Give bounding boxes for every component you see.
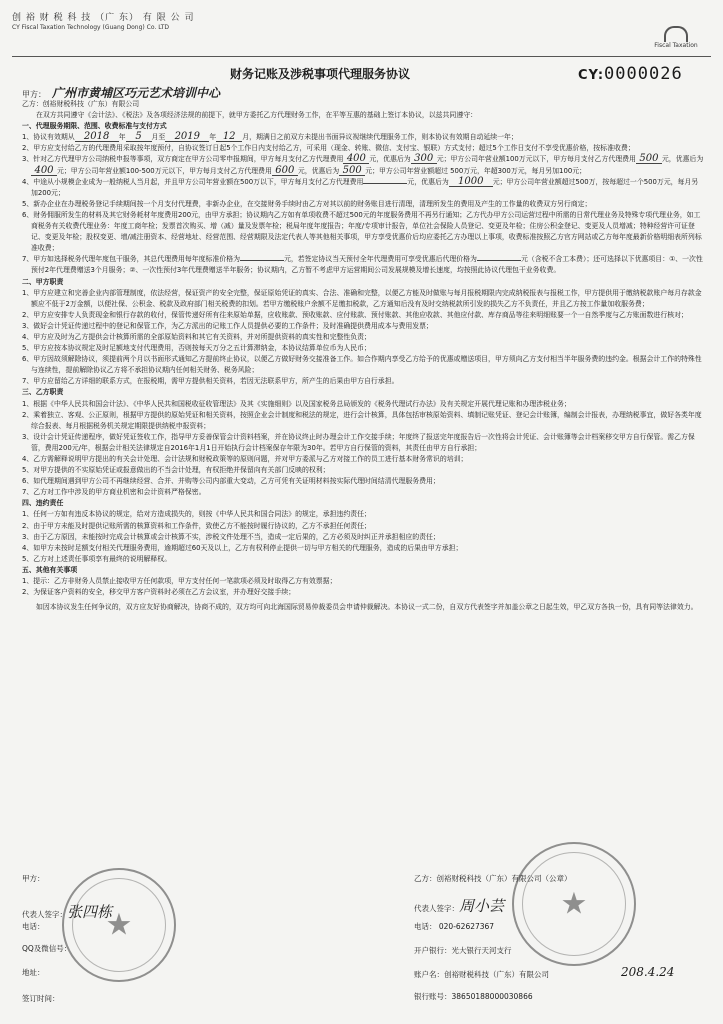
clause-3-3: 3、设计会计凭证传递程序，做好凭证签收工作，指导甲方妥善保管会计资料档案，并在协议终止时办理会计工作交接手续；年度终了报送完年度报告后一次性将会计凭证、会计账簿等会计档案移交甲方自行保管。需乙方保管，费用200元/年，根据会计相关法律规定自2016年1月1日开始执行会计档案保存年限为30年。若甲方自行保管的资料，其责任由甲方自行承担；: [22, 432, 695, 452]
clause-text: 3、针对乙方代理甲方公司纳税申报等事项，双方商定在甲方公司零申报期间，甲方每月支付乙方代理费用: [22, 155, 344, 164]
month-end-field: 12: [216, 132, 242, 142]
clause-2-4: 4、甲方应及时为乙方提供会计核算所需的全部原始资料和其它有关资料，并对所提供资料的真实性和完整性负责；: [22, 332, 371, 341]
clause-3-7: 7、乙方对工作中涉及的甲方商业机密和会计资料严格保密。: [22, 488, 206, 497]
sign-a-rep-label: 代表人签字：: [22, 910, 67, 919]
party-a-label: 甲方：: [22, 90, 46, 99]
serial-number: [578, 64, 683, 84]
logo-text: Fiscal Taxation: [654, 42, 698, 49]
clause-5-1: 1、提示：乙方非财务人员禁止接收甲方任何款项，甲方支付任何一笔款项必须及时取得乙方有效票据；: [22, 577, 337, 586]
clause-text: 元，优惠后为: [297, 166, 340, 175]
closing-paragraph: 如因本协议发生任何争议的，双方应友好协商解决，协商不成的，双方均可向北海国际贸易仲裁委员会申请仲裁解决。本协议一式二份，自双方代表签字并加盖公章之日起生效，甲乙双方各执一份，具有同等法律效力。: [36, 603, 698, 612]
fee-1m-5m-field: 600: [272, 166, 298, 176]
clause-3-4: 4、乙方需解释说明甲方提出的有关会计处理、会计法规和财税政策等的原则问题，并对甲方委派与乙方对接工作的员工进行基本财务常识的培训；: [22, 455, 468, 463]
fee-zero-filing-field: 400: [343, 154, 369, 164]
sign-a-party: 甲方：: [22, 874, 45, 883]
clause-text: 元，优惠后为: [661, 155, 704, 164]
clause-1-2: 2、甲方应支付给乙方的代理费用采取按年度预付，自协议签订日起5个工作日内支付给乙方，可采用（现金、转账、微信、支付宝、银联）方式支付；超过5个工作日支付不享受优惠价格，按标准收费；: [22, 144, 635, 153]
clause-4-4: 4、如甲方未按时足额支付相关代理服务费用，逾期超过60天及以上，乙方有权利停止提供一切与甲方相关的代理服务，造成的后果由甲方承担；: [22, 543, 463, 552]
sign-a-tel: 电话：: [22, 922, 45, 931]
clause-text: 月，期满日之前双方未提出书面异议视继续代理服务工作，则本协议有效期自动延续一年；: [242, 133, 518, 142]
section-1-title: 一、代理服务期限、范围、收费标准与支付方式: [22, 122, 167, 131]
clause-1-7: [22, 254, 704, 276]
sign-b-party: 乙方：创裕财税科技（广东）有限公司（公章）: [414, 874, 572, 883]
serial-value: 0000026: [604, 64, 683, 84]
clause-5-2: 2、为保证客户资料的安全，移交甲方客户资料时必须在乙方会议室，并办理好交接手续；: [22, 588, 296, 597]
party-a-name-handwritten: 广州市黄埔区巧元艺术培训中心: [52, 86, 221, 100]
clause-1-3: [22, 154, 704, 176]
clause-3-6: 6、如代理期间遇到甲方公司不再继续经营、合并、并购等公司内部重大变动，乙方可凭有关证明材料按实际代理时间结清代理服务费用；: [22, 477, 440, 486]
sign-b-rep-label: 代表人签字：: [414, 904, 459, 913]
section-4-title: 四、违约责任: [22, 499, 64, 508]
fee-general-taxpayer-field: [363, 183, 407, 184]
clause-text: 月至: [151, 133, 166, 142]
sign-b-rep-row: [414, 895, 504, 916]
fee-zero-filing-discount-field: 300: [411, 154, 437, 164]
sign-a-date: 签订时间：: [22, 994, 60, 1003]
clause-3-5: 5、对甲方提供的不实原始凭证或报意做出的不当会计处理，有权拒绝并保留向有关部门反映的权利；: [22, 466, 330, 475]
sign-a-addr: 地址：: [22, 968, 45, 977]
handwritten-date: 208.4.24: [621, 965, 675, 979]
clause-2-2: 2、甲方应安排专人负责现金和银行存款的收付，保管传递好所有往来原始单据，应收账款、预收账款、应付账款、预付账款、其他应收款、其他应付款、库存商品等往来明细账要一个一自然季度与乙方账面数进行核对；: [22, 310, 688, 319]
clause-text: 元；甲方公司年营业额超过500万，按每超过一个500万元，每月另加200元；: [31, 177, 699, 197]
clause-text: 元（含税不含工本费）；还可选择以下优惠项目：①、一次性预付2年代理费赠送3个月服务；②、一次性预付3年代理费赠送半年服务；协议期内，乙方暂不考虑甲方运营期间公司发展规模及增长速度，均按照此协议代理包干业务收费。: [31, 255, 703, 275]
sign-b-acct-no: 银行账号：38650188000030866: [414, 992, 533, 1001]
year-end-field: 2019: [165, 132, 209, 142]
clause-2-7: 7、甲方应留给乙方详细的联系方式，在报税期，需甲方提供相关资料，若因无法联系甲方，所产生的后果由甲方自行承担。: [22, 377, 399, 386]
fee-under-1m-field: 500: [636, 154, 662, 164]
document-title: 财务记账及涉税事项代理服务协议: [230, 67, 411, 81]
sign-b-tel: 电话： 020-62627367: [414, 922, 495, 931]
clause-2-5: 5、甲方应按本协议规定及时足额地支付代理费用，否则按每天万分之五计算滞纳金，本协议结算单位币为人民币；: [22, 344, 371, 353]
section-2-title: 二、甲方职责: [22, 277, 64, 286]
clause-3-1: 1、根据《中华人民共和国会计法》、《中华人民共和国税收征收管理法》及其《实施细则》以及国家税务总局颁发的《税务代理试行办法》及有关规定开展代理记账和办理涉税业务；: [22, 399, 571, 408]
clause-4-3: 3、由于乙方原因，未能按时完成会计核算或会计核算不实，涉税文件处理不当，造成一定后果的，乙方必须及时纠正并承担相应的责任；: [22, 532, 440, 541]
serial-label: CY:: [578, 68, 605, 83]
section-3-title: 三、乙方职责: [22, 388, 64, 397]
seal-star-icon: ★: [560, 886, 588, 922]
clause-text: 1、协议有效期从: [22, 133, 75, 142]
party-b-line: 乙方：创裕财税科技（广东）有限公司: [22, 100, 140, 108]
fee-general-taxpayer-discount-field: 1000: [449, 177, 493, 187]
annual-package-discount-field: [477, 260, 521, 261]
clause-text: 元，优惠后为: [407, 177, 449, 186]
company-header: [12, 10, 332, 31]
clause-4-5: 5、乙方对上述责任事项享有最终的说明解释权。: [22, 554, 172, 563]
sign-b-rep-signature: 周小芸: [459, 897, 505, 915]
clause-text: 年: [209, 133, 217, 142]
clause-text: 年: [118, 133, 126, 142]
month-start-field: 5: [126, 132, 152, 142]
party-a-seal-stamp: [62, 868, 176, 982]
sign-b-bank: 开户银行：光大银行天河支行: [414, 946, 512, 955]
clause-4-1: 1、任何一方如有违反本协议的规定，给对方造成损失的，则按《中华人民共和国合同法》的规定，承担违约责任；: [22, 510, 371, 519]
clause-text: 4、中途从小规模企业成为一般纳税人当月起，并且甲方公司年营业额在500万以下，甲方每月支付乙方代理费用: [22, 177, 364, 186]
clause-text: 元；甲方公司年营业额100万元以下，甲方每月支付乙方代理费用: [436, 155, 636, 164]
sign-a-rep-signature: 张四栋: [67, 903, 113, 921]
clause-1-4: [22, 177, 704, 199]
clause-3-2: 2、乘着独立、客观、公正原则，根据甲方提供的原始凭证和相关资料，按照企业会计制度和税法的规定，进行会计核算，具体包括审核原始资料、填制记账凭证、登记会计账簿，编制会计报表，办理纳税事宜，做好各类年度综合报表、每月根据税务机关规定期限提供纳税申报资料；: [22, 410, 702, 430]
intro-paragraph: 在双方共同遵守《会计法》、《税法》及各项经济法规的前提下，就甲方委托乙方代理财务工作，在平等互惠的基础上签订本协议，以兹共同遵守：: [36, 111, 477, 120]
clause-2-1: 1、甲方应建立和完善企业内部管理制度，依法经营，保证资产的安全完整，保证原始凭证的真实、合法、准确和完整，以便乙方能及时做账与每月报税期限内完成纳税报表与报税工作，甲方提供用于缴纳税款账户每月存款金额应不低于2万金额，以便社保、公积金、税款及政府部门相关税费的扣划。若甲方缴税账户余额不足缴扣税款，乙方通知后没有及时交纳税款所引发的损失乙方不负责任，并且乙方按工作量加收服务费；: [22, 288, 702, 308]
clause-text: 7、甲方如选择税务代理年度包干服务，其总代理费用每年度标准价格为: [22, 255, 240, 264]
clause-4-2: 2、由于甲方未能及时提供记账所需的核算资料和工作条件，致使乙方不能按时履行协议的，乙方不承担任何责任；: [22, 521, 371, 530]
clause-2-3: 3、做好会计凭证传递过程中的登记和保管工作，为乙方派出的记账工作人员提供必要的工作条件；及时准确提供费用成本与费用发票；: [22, 321, 433, 330]
clause-text: 元，优惠后为: [369, 155, 411, 164]
sign-b-acct-name: 账户名：创裕财税科技（广东）有限公司: [414, 970, 549, 979]
clause-text: 元；甲方公司年营业额100-500万元以下，甲方每月支付乙方代理费用: [57, 166, 272, 175]
brand-name-en: CY Fiscal Taxation Technology (Guang Dong) Co. LTD: [12, 24, 170, 31]
party-b-seal-stamp: [512, 842, 636, 966]
company-logo: [641, 26, 711, 49]
clause-2-6: 6、甲方因故须解除协议，须提前两个月以书面形式通知乙方提前终止协议，以便乙方做好财务交接准备工作。如合作期内享受乙方给予的优惠或赠送项目，甲方须向乙方支付相当半年服务费的违约金。根据会计工作的特殊性与连续性，提前解除协议乙方将不承担协议期内任何相关财务、税务风险；: [22, 355, 702, 375]
header-divider: [12, 56, 711, 57]
fee-under-1m-discount-field: 400: [31, 166, 57, 176]
year-start-field: 2018: [75, 132, 119, 142]
clause-text: 元，若签定协议当天预付全年代理费用可享受优惠后代理价格为: [284, 255, 477, 264]
clause-1-6: 6、财务佣服所发生的材料及其它财务耗材年度费用200元，由甲方承担；协议期内乙方如有单项收费不超过500元的年度服务费用不再另行通知；乙方代办甲方公司运营过程中所需的日常代理业务及特殊专项代理业务，如工商税务有关收费代理业务：年度工商年检；发票首次购买、增（减）量及发票年检；税局年度年度报告；年度/专项审计报告，单位社会保险人员登记、变更及年检；住房公积金登记、变更及人员增减；特种经营许可证登记、变更及年检；股权变更、增/减注册资本、经营地址、经营范围、经营期限及法定代表人等其他相关事项，甲方享受优惠价后均应委托乙方办理以上事项，收费标准按照乙方官方网站或乙方每年度最新价格明细表所列标准收费；: [22, 210, 702, 253]
agreement-body: [22, 99, 704, 613]
clause-text: 元；甲方公司年营业额超过 500万元，年超300万元，每月另加100元；: [365, 166, 586, 175]
clause-1-1: [22, 132, 704, 143]
seal-star-icon: ★: [105, 907, 133, 943]
sign-a-qq: QQ及微信号：: [22, 944, 72, 953]
annual-package-fee-field: [240, 260, 284, 261]
section-5-title: 五、其他有关事项: [22, 565, 78, 574]
fee-1m-5m-discount-field: 500: [339, 166, 365, 176]
clause-1-5: 5、新办企业在办理税务登记手续期间按一个月支付代理费，非新办企业，在交接财务手续时由乙方对其以前的财务账目进行清理，清理所发生的费用及产生的工作量的收费双方另行商定；: [22, 199, 592, 208]
logo-icon: [664, 26, 688, 42]
brand-name-cn: 创 裕 财 税 科 技 （广 东） 有 限 公 司: [12, 13, 195, 23]
